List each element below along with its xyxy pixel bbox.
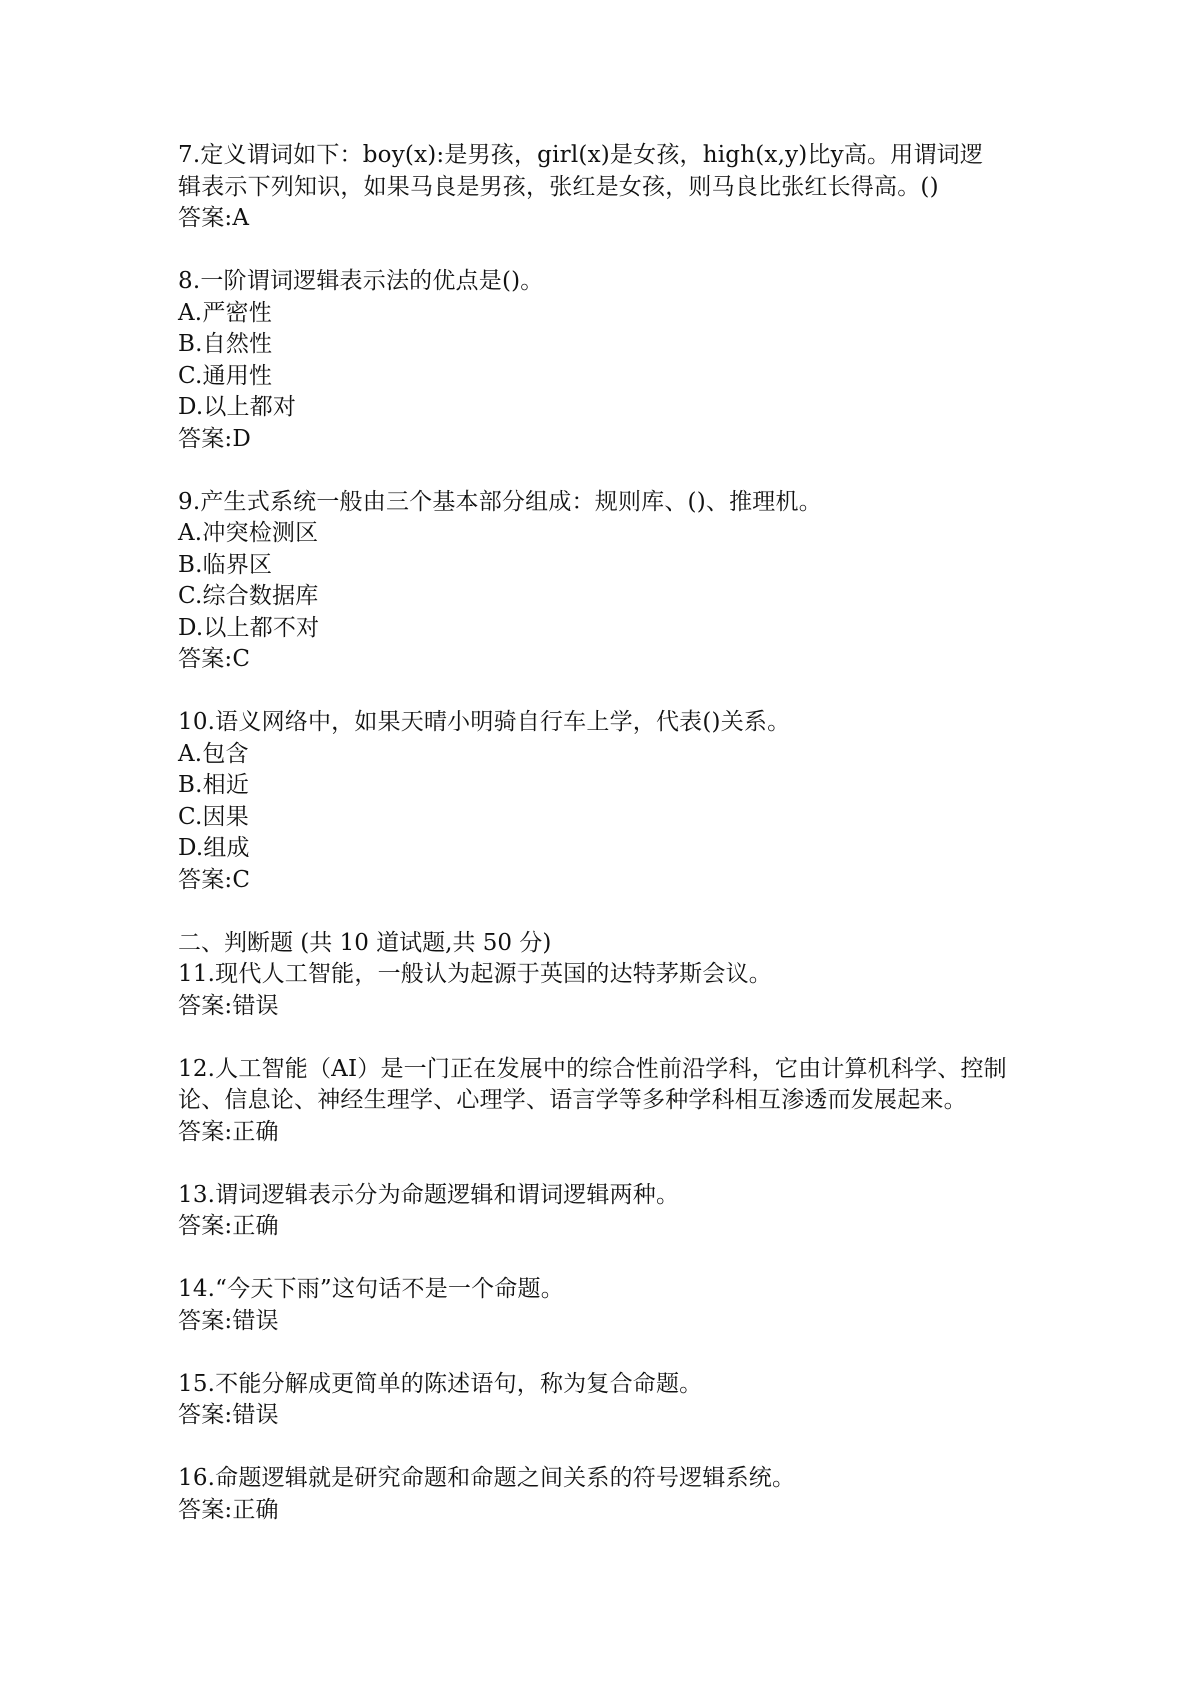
answer: 答案:C [178, 866, 251, 893]
option-b: B.临界区 [178, 551, 273, 578]
question-text: 论、信息论、神经生理学、心理学、语言学等多种学科相互渗透而发展起来。 [178, 1087, 967, 1113]
option-c: C.因果 [178, 803, 249, 830]
answer: 答案:A [178, 205, 250, 231]
answer: 答案:正确 [178, 1496, 279, 1523]
document-page [178, 140, 1038, 1558]
question-text: 辑表示下列知识，如果马良是男孩，张红是女孩，则马良比张红长得高。() [178, 173, 939, 200]
question-text: 10.语义网络中，如果天晴小明骑自行车上学，代表()关系。 [178, 709, 791, 735]
question-text: 7.定义谓词如下：boy(x):是男孩，girl(x)是女孩，high(x,y)比y高。用谓词逻 [178, 142, 984, 168]
question-text: 12.人工智能（AI）是一门正在发展中的综合性前沿学科，它由计算机科学、控制 [178, 1055, 1007, 1082]
option-a: A.严密性 [178, 299, 272, 326]
question-9 [178, 487, 1038, 676]
question-text: 13.谓词逻辑表示分为命题逻辑和谓词逻辑两种。 [178, 1181, 680, 1208]
question-7 [178, 140, 1038, 235]
option-d: D.组成 [178, 835, 250, 861]
question-15 [178, 1369, 1038, 1432]
question-16 [178, 1463, 1038, 1526]
option-b: B.相近 [178, 772, 250, 798]
answer: 答案:错误 [178, 1307, 279, 1334]
answer: 答案:D [178, 425, 251, 452]
option-c: C.综合数据库 [178, 583, 319, 609]
question-text: 9.产生式系统一般由三个基本部分组成：规则库、()、推理机。 [178, 488, 822, 515]
answer: 答案:C [178, 646, 251, 672]
question-text: 16.命题逻辑就是研究命题和命题之间关系的符号逻辑系统。 [178, 1465, 796, 1491]
option-d: D.以上都不对 [178, 614, 320, 641]
option-d: D.以上都对 [178, 394, 297, 420]
question-8 [178, 266, 1038, 455]
section-header: 二、判断题 (共 10 道试题,共 50 分) [178, 929, 552, 956]
answer: 答案:错误 [178, 1402, 279, 1428]
option-a: A.冲突检测区 [178, 520, 319, 546]
question-text: 11.现代人工智能，一般认为起源于英国的达特茅斯会议。 [178, 961, 772, 987]
answer: 答案:正确 [178, 1213, 279, 1239]
option-b: B.自然性 [178, 331, 273, 357]
question-10 [178, 707, 1038, 896]
section-2 [178, 928, 1038, 1023]
question-14 [178, 1274, 1038, 1337]
answer: 答案:错误 [178, 992, 279, 1019]
question-text: 15.不能分解成更简单的陈述语句，称为复合命题。 [178, 1370, 703, 1397]
answer: 答案:正确 [178, 1118, 279, 1145]
question-13 [178, 1180, 1038, 1243]
question-text: 8.一阶谓词逻辑表示法的优点是()。 [178, 268, 544, 294]
option-a: A.包含 [178, 740, 249, 767]
question-12 [178, 1054, 1038, 1149]
question-text: 14.“今天下雨”这句话不是一个命题。 [178, 1276, 564, 1302]
option-c: C.通用性 [178, 362, 273, 389]
